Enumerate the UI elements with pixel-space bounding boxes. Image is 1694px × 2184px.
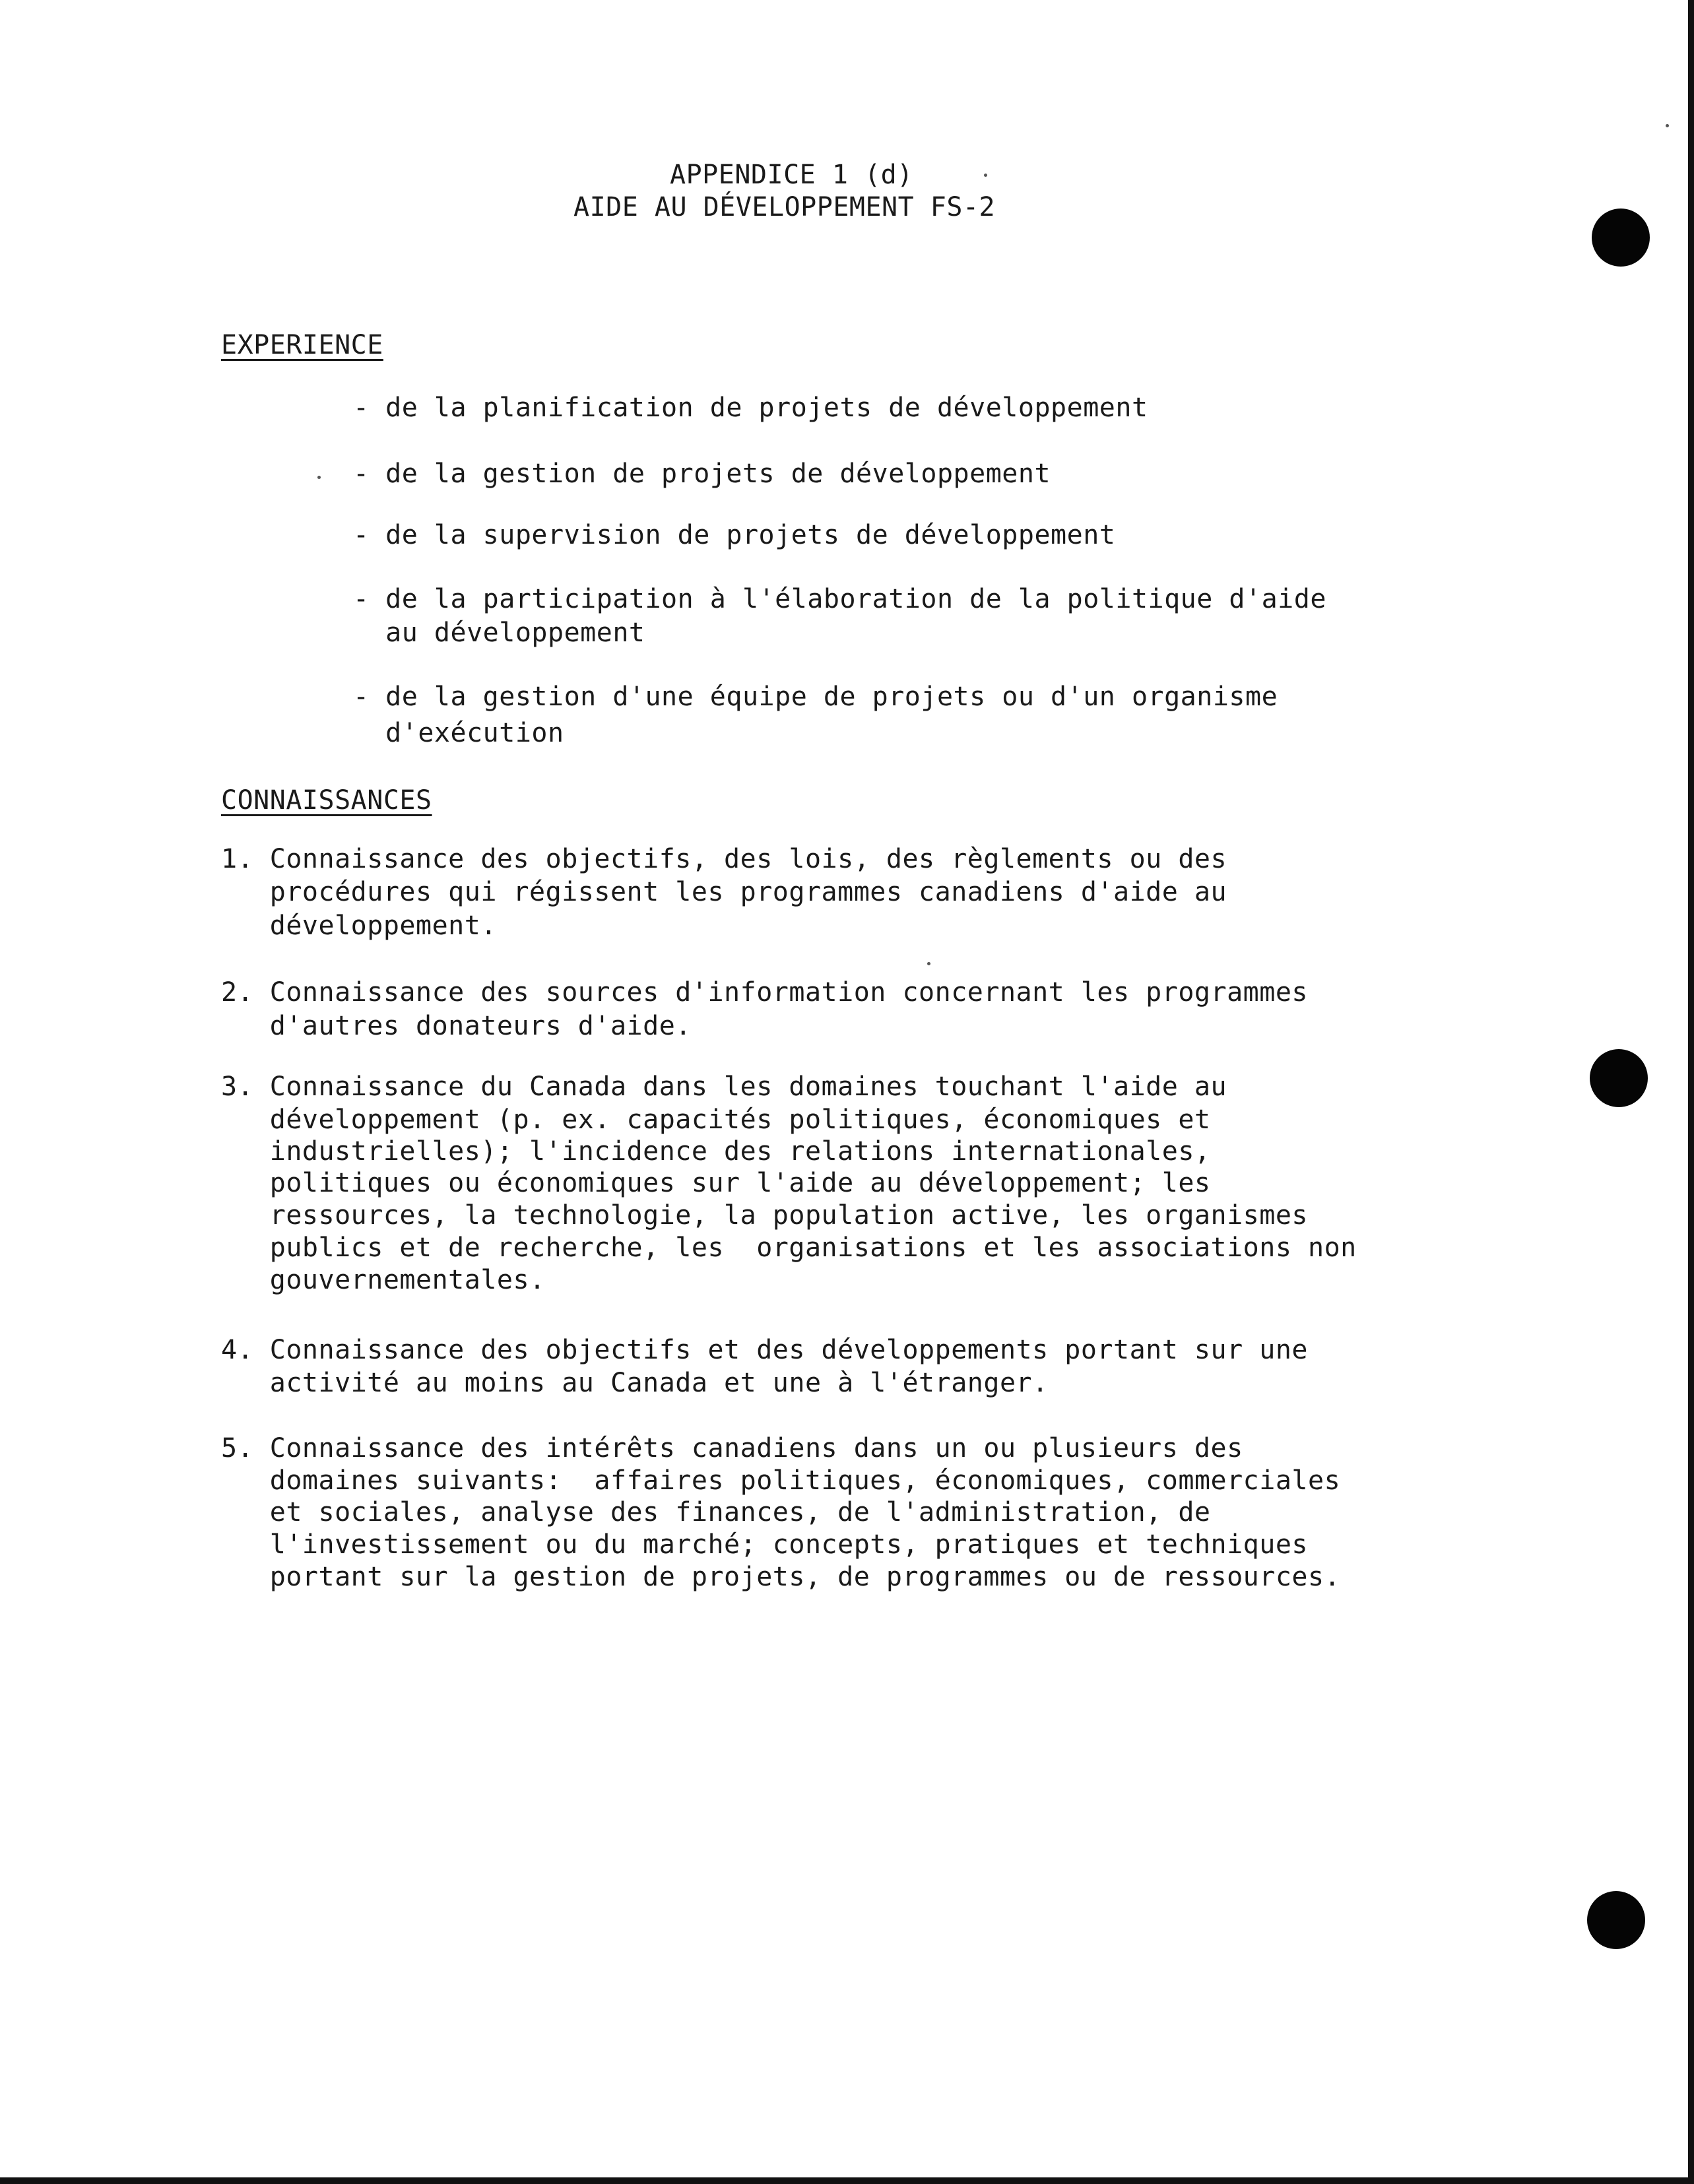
experience-item-4-line-2: au développement (353, 618, 645, 648)
scan-speck (984, 174, 987, 177)
knowledge-item-5-line-2: domaines suivants: affaires politiques, économiques, commerciales (221, 1465, 1341, 1496)
knowledge-item-5-line-4: l'investissement ou du marché; concepts, pratiques et techniques (221, 1529, 1308, 1560)
knowledge-item-3-line-3: industrielles); l'incidence des relations internationales, (221, 1136, 1211, 1167)
scan-edge-right (1688, 0, 1694, 2184)
knowledge-item-4-line-1: 4. Connaissance des objectifs et des développements portant sur une (221, 1335, 1308, 1365)
knowledge-item-1-line-3: développement. (221, 911, 497, 941)
punch-hole-bottom (1587, 1891, 1645, 1949)
knowledge-item-3-line-4: politiques ou économiques sur l'aide au développement; les (221, 1168, 1211, 1198)
appendix-title: APPENDICE 1 (d) (670, 160, 913, 190)
knowledge-item-1-line-2: procédures qui régissent les programmes canadiens d'aide au (221, 877, 1227, 907)
punch-hole-middle (1590, 1049, 1648, 1107)
knowledge-item-3-line-7: gouvernementales. (221, 1265, 546, 1295)
scan-speck (1666, 124, 1669, 127)
knowledge-item-5-line-5: portant sur la gestion de projets, de programmes ou de ressources. (221, 1562, 1341, 1592)
connaissances-heading: CONNAISSANCES (221, 785, 432, 816)
knowledge-item-5-line-3: et sociales, analyse des finances, de l'administration, de (221, 1497, 1211, 1527)
experience-item-4-line-1: - de la participation à l'élaboration de la politique d'aide (353, 584, 1326, 614)
experience-item-1-line-1: - de la planification de projets de développement (353, 393, 1148, 423)
document-title: AIDE AU DÉVELOPPEMENT FS-2 (573, 192, 996, 222)
experience-item-5-line-1: - de la gestion d'une équipe de projets ou d'un organisme (353, 682, 1278, 712)
knowledge-item-5-line-1: 5. Connaissance des intérêts canadiens dans un ou plusieurs des (221, 1433, 1243, 1463)
punch-hole-top (1592, 209, 1650, 267)
knowledge-item-2-line-2: d'autres donateurs d'aide. (221, 1011, 692, 1041)
knowledge-item-3-line-2: développement (p. ex. capacités politiques, économiques et (221, 1105, 1211, 1135)
scan-edge-bottom (0, 2177, 1694, 2184)
experience-item-5-line-2: d'exécution (353, 718, 564, 748)
experience-item-2-line-1: - de la gestion de projets de développement (353, 459, 1051, 489)
knowledge-item-2-line-1: 2. Connaissance des sources d'information concernant les programmes (221, 977, 1308, 1008)
knowledge-item-4-line-2: activité au moins au Canada et une à l'étranger. (221, 1368, 1049, 1398)
knowledge-item-3-line-5: ressources, la technologie, la population active, les organismes (221, 1200, 1308, 1231)
knowledge-item-3-line-1: 3. Connaissance du Canada dans les domaines touchant l'aide au (221, 1072, 1227, 1102)
scan-speck (927, 962, 930, 965)
experience-item-3-line-1: - de la supervision de projets de développement (353, 520, 1116, 550)
scan-speck (317, 476, 321, 479)
knowledge-item-1-line-1: 1. Connaissance des objectifs, des lois, des règlements ou des (221, 844, 1227, 874)
experience-heading: EXPERIENCE (221, 330, 383, 360)
knowledge-item-3-line-6: publics et de recherche, les organisations et les associations non (221, 1233, 1357, 1263)
